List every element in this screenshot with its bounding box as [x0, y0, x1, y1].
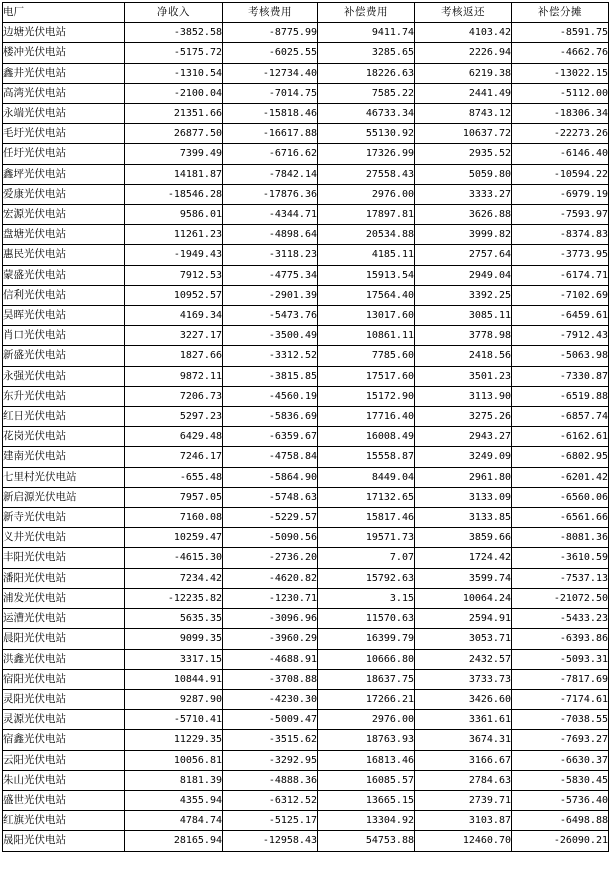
- cell-plant-name: 灵阳光伏电站: [3, 689, 125, 709]
- cell-net-income: -18546.28: [125, 184, 223, 204]
- cell-plant-name: 肖口光伏电站: [3, 326, 125, 346]
- table-row: [3, 528, 609, 548]
- cell-plant-name: 昊晖光伏电站: [3, 306, 125, 326]
- cell-compensation-fee: 17517.60: [318, 366, 415, 386]
- cell-assessment-return: 3859.66: [415, 528, 512, 548]
- cell-net-income: 7234.42: [125, 568, 223, 588]
- cell-compensation-fee: 10861.11: [318, 326, 415, 346]
- cell-assessment-fee: -16617.88: [223, 124, 318, 144]
- cell-compensation-share: -6561.66: [512, 508, 609, 528]
- table-row: [3, 326, 609, 346]
- cell-plant-name: 鑫坪光伏电站: [3, 164, 125, 184]
- cell-net-income: -1949.43: [125, 245, 223, 265]
- cell-assessment-return: 8743.12: [415, 104, 512, 124]
- cell-compensation-fee: 15172.90: [318, 386, 415, 406]
- cell-net-income: 28165.94: [125, 831, 223, 851]
- cell-compensation-share: -3610.59: [512, 548, 609, 568]
- table-row: [3, 407, 609, 427]
- column-header-plant: 电厂: [3, 3, 125, 23]
- cell-compensation-share: -8591.75: [512, 23, 609, 43]
- table-row: [3, 285, 609, 305]
- cell-compensation-fee: 17897.81: [318, 205, 415, 225]
- table-row: [3, 588, 609, 608]
- cell-assessment-fee: -4688.91: [223, 649, 318, 669]
- cell-net-income: 21351.66: [125, 104, 223, 124]
- cell-assessment-return: 2441.49: [415, 83, 512, 103]
- table-row: [3, 427, 609, 447]
- cell-plant-name: 运漕光伏电站: [3, 609, 125, 629]
- cell-compensation-share: -6201.42: [512, 467, 609, 487]
- cell-net-income: 6429.48: [125, 427, 223, 447]
- cell-plant-name: 东升光伏电站: [3, 386, 125, 406]
- cell-assessment-fee: -3096.96: [223, 609, 318, 629]
- table-row: [3, 43, 609, 63]
- table-row: [3, 225, 609, 245]
- cell-assessment-return: 2949.04: [415, 265, 512, 285]
- column-header-compensation-fee: 补偿费用: [318, 3, 415, 23]
- cell-assessment-fee: -3292.95: [223, 750, 318, 770]
- cell-assessment-return: 5059.80: [415, 164, 512, 184]
- cell-net-income: 9586.01: [125, 205, 223, 225]
- cell-assessment-return: 2757.64: [415, 245, 512, 265]
- cell-assessment-return: 3103.87: [415, 811, 512, 831]
- table-row: [3, 346, 609, 366]
- cell-net-income: 4355.94: [125, 790, 223, 810]
- cell-assessment-return: 3426.60: [415, 689, 512, 709]
- cell-compensation-share: -5736.40: [512, 790, 609, 810]
- cell-compensation-share: -6146.40: [512, 144, 609, 164]
- cell-plant-name: 晨阳光伏电站: [3, 629, 125, 649]
- cell-assessment-return: 3599.74: [415, 568, 512, 588]
- cell-plant-name: 建南光伏电站: [3, 447, 125, 467]
- cell-plant-name: 云阳光伏电站: [3, 750, 125, 770]
- cell-net-income: 4169.34: [125, 306, 223, 326]
- cell-compensation-share: -7537.13: [512, 568, 609, 588]
- cell-compensation-fee: 17564.40: [318, 285, 415, 305]
- cell-compensation-share: -5093.31: [512, 649, 609, 669]
- cell-net-income: 1827.66: [125, 346, 223, 366]
- cell-plant-name: 高湾光伏电站: [3, 83, 125, 103]
- table-body: [3, 23, 609, 851]
- cell-net-income: 3227.17: [125, 326, 223, 346]
- cell-plant-name: 盛世光伏电站: [3, 790, 125, 810]
- cell-compensation-fee: 9411.74: [318, 23, 415, 43]
- cell-plant-name: 潘阳光伏电站: [3, 568, 125, 588]
- cell-assessment-fee: -6025.55: [223, 43, 318, 63]
- cell-assessment-return: 3053.71: [415, 629, 512, 649]
- cell-assessment-fee: -5748.63: [223, 487, 318, 507]
- cell-net-income: 7912.53: [125, 265, 223, 285]
- cell-plant-name: 红旗光伏电站: [3, 811, 125, 831]
- cell-compensation-fee: 17326.99: [318, 144, 415, 164]
- cell-assessment-fee: -5125.17: [223, 811, 318, 831]
- table-row: [3, 306, 609, 326]
- cell-compensation-fee: 15792.63: [318, 568, 415, 588]
- cell-plant-name: 晟阳光伏电站: [3, 831, 125, 851]
- cell-compensation-share: -6560.06: [512, 487, 609, 507]
- cell-assessment-fee: -3118.23: [223, 245, 318, 265]
- cell-compensation-fee: 46733.34: [318, 104, 415, 124]
- table-row: [3, 386, 609, 406]
- cell-assessment-fee: -8775.99: [223, 23, 318, 43]
- cell-assessment-return: 2418.56: [415, 346, 512, 366]
- cell-net-income: -4615.30: [125, 548, 223, 568]
- cell-compensation-share: -7912.43: [512, 326, 609, 346]
- cell-compensation-fee: 4185.11: [318, 245, 415, 265]
- cell-compensation-fee: 8449.04: [318, 467, 415, 487]
- cell-compensation-fee: 18763.93: [318, 730, 415, 750]
- cell-assessment-fee: -3312.52: [223, 346, 318, 366]
- table-row: [3, 508, 609, 528]
- cell-plant-name: 丰阳光伏电站: [3, 548, 125, 568]
- cell-net-income: 10952.57: [125, 285, 223, 305]
- cell-assessment-return: 2961.80: [415, 467, 512, 487]
- cell-compensation-share: -7174.61: [512, 689, 609, 709]
- cell-assessment-fee: -5836.69: [223, 407, 318, 427]
- table-row: [3, 164, 609, 184]
- cell-compensation-share: -7593.97: [512, 205, 609, 225]
- cell-net-income: 8181.39: [125, 770, 223, 790]
- cell-assessment-fee: -15818.46: [223, 104, 318, 124]
- cell-assessment-fee: -12958.43: [223, 831, 318, 851]
- cell-assessment-return: 3501.23: [415, 366, 512, 386]
- table-row: [3, 467, 609, 487]
- cell-assessment-fee: -4898.64: [223, 225, 318, 245]
- cell-compensation-share: -6162.61: [512, 427, 609, 447]
- cell-net-income: 7399.49: [125, 144, 223, 164]
- cell-assessment-fee: -3960.29: [223, 629, 318, 649]
- cell-compensation-share: -6979.19: [512, 184, 609, 204]
- table-row: [3, 548, 609, 568]
- cell-plant-name: 宏源光伏电站: [3, 205, 125, 225]
- table-row: [3, 710, 609, 730]
- cell-plant-name: 蒙盛光伏电站: [3, 265, 125, 285]
- cell-compensation-share: -6857.74: [512, 407, 609, 427]
- table-row: [3, 23, 609, 43]
- cell-plant-name: 爱康光伏电站: [3, 184, 125, 204]
- cell-compensation-share: -7330.87: [512, 366, 609, 386]
- cell-net-income: 9099.35: [125, 629, 223, 649]
- cell-assessment-return: 2226.94: [415, 43, 512, 63]
- cell-plant-name: 新盛光伏电站: [3, 346, 125, 366]
- cell-plant-name: 鑫井光伏电站: [3, 63, 125, 83]
- cell-assessment-return: 10064.24: [415, 588, 512, 608]
- cell-assessment-fee: -12734.40: [223, 63, 318, 83]
- cell-compensation-share: -3773.95: [512, 245, 609, 265]
- cell-net-income: 7246.17: [125, 447, 223, 467]
- cell-compensation-fee: 7585.22: [318, 83, 415, 103]
- cell-assessment-fee: -2736.20: [223, 548, 318, 568]
- cell-assessment-fee: -3815.85: [223, 366, 318, 386]
- cell-plant-name: 永强光伏电站: [3, 366, 125, 386]
- cell-assessment-return: 3249.09: [415, 447, 512, 467]
- cell-compensation-share: -8374.83: [512, 225, 609, 245]
- cell-compensation-fee: 18637.75: [318, 669, 415, 689]
- cell-assessment-fee: -3500.49: [223, 326, 318, 346]
- cell-net-income: 10259.47: [125, 528, 223, 548]
- column-header-assessment-fee: 考核费用: [223, 3, 318, 23]
- cell-compensation-fee: 15913.54: [318, 265, 415, 285]
- cell-compensation-fee: 18226.63: [318, 63, 415, 83]
- cell-compensation-share: -6498.88: [512, 811, 609, 831]
- cell-assessment-return: 2784.63: [415, 770, 512, 790]
- cell-net-income: 5635.35: [125, 609, 223, 629]
- cell-assessment-fee: -2901.39: [223, 285, 318, 305]
- cell-compensation-share: -6174.71: [512, 265, 609, 285]
- cell-compensation-share: -5433.23: [512, 609, 609, 629]
- cell-assessment-fee: -5009.47: [223, 710, 318, 730]
- cell-net-income: -3852.58: [125, 23, 223, 43]
- table-row: [3, 609, 609, 629]
- cell-plant-name: 新启源光伏电站: [3, 487, 125, 507]
- cell-plant-name: 惠民光伏电站: [3, 245, 125, 265]
- cell-assessment-return: 3085.11: [415, 306, 512, 326]
- cell-assessment-return: 3133.09: [415, 487, 512, 507]
- column-header-assessment-return: 考核返还: [415, 3, 512, 23]
- cell-assessment-return: 3733.73: [415, 669, 512, 689]
- cell-net-income: 4784.74: [125, 811, 223, 831]
- cell-assessment-fee: -3708.88: [223, 669, 318, 689]
- cell-net-income: 3317.15: [125, 649, 223, 669]
- cell-compensation-fee: 54753.88: [318, 831, 415, 851]
- cell-compensation-share: -7817.69: [512, 669, 609, 689]
- table-row: [3, 730, 609, 750]
- cell-compensation-fee: 19571.73: [318, 528, 415, 548]
- cell-compensation-fee: 10666.80: [318, 649, 415, 669]
- table-row: [3, 629, 609, 649]
- cell-net-income: 7160.08: [125, 508, 223, 528]
- cell-compensation-share: -6630.37: [512, 750, 609, 770]
- cell-assessment-fee: -7842.14: [223, 164, 318, 184]
- cell-net-income: 9287.90: [125, 689, 223, 709]
- cell-assessment-fee: -4758.84: [223, 447, 318, 467]
- cell-compensation-share: -6519.88: [512, 386, 609, 406]
- cell-compensation-fee: 17716.40: [318, 407, 415, 427]
- cell-assessment-fee: -4775.34: [223, 265, 318, 285]
- cell-net-income: -12235.82: [125, 588, 223, 608]
- table-row: [3, 447, 609, 467]
- cell-compensation-fee: 13017.60: [318, 306, 415, 326]
- cell-compensation-fee: 27558.43: [318, 164, 415, 184]
- cell-plant-name: 任圩光伏电站: [3, 144, 125, 164]
- cell-assessment-return: 3999.82: [415, 225, 512, 245]
- cell-assessment-return: 3626.88: [415, 205, 512, 225]
- cell-assessment-fee: -5864.90: [223, 467, 318, 487]
- table-row: [3, 184, 609, 204]
- cell-assessment-return: 3361.61: [415, 710, 512, 730]
- cell-assessment-return: 3333.27: [415, 184, 512, 204]
- table-row: [3, 790, 609, 810]
- table-row: [3, 831, 609, 851]
- cell-compensation-share: -4662.76: [512, 43, 609, 63]
- table-row: [3, 124, 609, 144]
- cell-plant-name: 边塘光伏电站: [3, 23, 125, 43]
- cell-assessment-fee: -4560.19: [223, 386, 318, 406]
- cell-compensation-fee: 3.15: [318, 588, 415, 608]
- cell-assessment-fee: -6716.62: [223, 144, 318, 164]
- cell-net-income: 7206.73: [125, 386, 223, 406]
- cell-assessment-return: 10637.72: [415, 124, 512, 144]
- cell-assessment-return: 3133.85: [415, 508, 512, 528]
- cell-plant-name: 盘塘光伏电站: [3, 225, 125, 245]
- table-row: [3, 104, 609, 124]
- table-header: [3, 3, 609, 23]
- table-row: [3, 649, 609, 669]
- cell-assessment-return: 4103.42: [415, 23, 512, 43]
- cell-compensation-fee: 20534.88: [318, 225, 415, 245]
- cell-compensation-fee: 17132.65: [318, 487, 415, 507]
- cell-compensation-fee: 16085.57: [318, 770, 415, 790]
- cell-plant-name: 毛圩光伏电站: [3, 124, 125, 144]
- cell-assessment-return: 2935.52: [415, 144, 512, 164]
- column-header-net-income: 净收入: [125, 3, 223, 23]
- table-row: [3, 265, 609, 285]
- table-row: [3, 245, 609, 265]
- cell-compensation-share: -26090.21: [512, 831, 609, 851]
- header-row: [3, 3, 609, 23]
- cell-compensation-share: -7693.27: [512, 730, 609, 750]
- cell-compensation-fee: 15817.46: [318, 508, 415, 528]
- cell-plant-name: 义井光伏电站: [3, 528, 125, 548]
- cell-plant-name: 浦发光伏电站: [3, 588, 125, 608]
- cell-plant-name: 七里村光伏电站: [3, 467, 125, 487]
- cell-assessment-fee: -4620.82: [223, 568, 318, 588]
- cell-plant-name: 新寺光伏电站: [3, 508, 125, 528]
- cell-plant-name: 楼冲光伏电站: [3, 43, 125, 63]
- cell-plant-name: 宿鑫光伏电站: [3, 730, 125, 750]
- cell-assessment-return: 2943.27: [415, 427, 512, 447]
- cell-compensation-share: -7038.55: [512, 710, 609, 730]
- column-header-compensation-share: 补偿分摊: [512, 3, 609, 23]
- cell-compensation-fee: 11570.63: [318, 609, 415, 629]
- cell-assessment-return: 1724.42: [415, 548, 512, 568]
- cell-net-income: -1310.54: [125, 63, 223, 83]
- cell-assessment-fee: -7014.75: [223, 83, 318, 103]
- cell-compensation-fee: 2976.00: [318, 184, 415, 204]
- cell-assessment-fee: -1230.71: [223, 588, 318, 608]
- cell-plant-name: 信利光伏电站: [3, 285, 125, 305]
- cell-compensation-fee: 7.07: [318, 548, 415, 568]
- cell-assessment-return: 3392.25: [415, 285, 512, 305]
- cell-net-income: 7957.05: [125, 487, 223, 507]
- cell-plant-name: 宿阳光伏电站: [3, 669, 125, 689]
- cell-assessment-fee: -5090.56: [223, 528, 318, 548]
- cell-compensation-share: -6459.61: [512, 306, 609, 326]
- cell-compensation-fee: 16813.46: [318, 750, 415, 770]
- cell-assessment-return: 3275.26: [415, 407, 512, 427]
- cell-net-income: 5297.23: [125, 407, 223, 427]
- cell-compensation-share: -8081.36: [512, 528, 609, 548]
- cell-assessment-fee: -4344.71: [223, 205, 318, 225]
- cell-assessment-return: 3166.67: [415, 750, 512, 770]
- cell-net-income: 11261.23: [125, 225, 223, 245]
- cell-assessment-fee: -17876.36: [223, 184, 318, 204]
- cell-net-income: 9872.11: [125, 366, 223, 386]
- table-row: [3, 487, 609, 507]
- cell-compensation-fee: 2976.00: [318, 710, 415, 730]
- cell-net-income: 26877.50: [125, 124, 223, 144]
- cell-assessment-return: 2594.91: [415, 609, 512, 629]
- cell-plant-name: 永端光伏电站: [3, 104, 125, 124]
- cell-net-income: 10844.91: [125, 669, 223, 689]
- cell-compensation-share: -18306.34: [512, 104, 609, 124]
- cell-net-income: -2100.04: [125, 83, 223, 103]
- cell-net-income: -5175.72: [125, 43, 223, 63]
- cell-compensation-fee: 3285.65: [318, 43, 415, 63]
- cell-assessment-return: 2739.71: [415, 790, 512, 810]
- cell-assessment-fee: -3515.62: [223, 730, 318, 750]
- table-row: [3, 205, 609, 225]
- cell-plant-name: 红日光伏电站: [3, 407, 125, 427]
- cell-assessment-return: 12460.70: [415, 831, 512, 851]
- table-row: [3, 83, 609, 103]
- cell-compensation-share: -5112.00: [512, 83, 609, 103]
- table-row: [3, 568, 609, 588]
- table-row: [3, 63, 609, 83]
- cell-net-income: 11229.35: [125, 730, 223, 750]
- cell-assessment-fee: -5473.76: [223, 306, 318, 326]
- cell-assessment-return: 3674.31: [415, 730, 512, 750]
- table-row: [3, 811, 609, 831]
- cell-assessment-return: 2432.57: [415, 649, 512, 669]
- cell-plant-name: 花岗光伏电站: [3, 427, 125, 447]
- table-row: [3, 689, 609, 709]
- table-row: [3, 366, 609, 386]
- cell-assessment-return: 3778.98: [415, 326, 512, 346]
- cell-compensation-share: -22273.26: [512, 124, 609, 144]
- cell-assessment-fee: -4230.30: [223, 689, 318, 709]
- cell-compensation-fee: 13304.92: [318, 811, 415, 831]
- cell-plant-name: 灵源光伏电站: [3, 710, 125, 730]
- cell-compensation-share: -13022.15: [512, 63, 609, 83]
- cell-compensation-share: -6393.86: [512, 629, 609, 649]
- cell-plant-name: 洪鑫光伏电站: [3, 649, 125, 669]
- cell-compensation-share: -5830.45: [512, 770, 609, 790]
- cell-assessment-fee: -6312.52: [223, 790, 318, 810]
- cell-compensation-fee: 16008.49: [318, 427, 415, 447]
- cell-compensation-share: -5063.98: [512, 346, 609, 366]
- cell-compensation-fee: 13665.15: [318, 790, 415, 810]
- cell-plant-name: 朱山光伏电站: [3, 770, 125, 790]
- power-plant-settlement-table: [2, 2, 609, 852]
- cell-assessment-return: 6219.38: [415, 63, 512, 83]
- table-row: [3, 750, 609, 770]
- table-row: [3, 144, 609, 164]
- cell-assessment-fee: -5229.57: [223, 508, 318, 528]
- cell-compensation-fee: 15558.87: [318, 447, 415, 467]
- cell-compensation-fee: 7785.60: [318, 346, 415, 366]
- cell-net-income: 14181.87: [125, 164, 223, 184]
- cell-compensation-share: -10594.22: [512, 164, 609, 184]
- cell-compensation-share: -21072.50: [512, 588, 609, 608]
- cell-net-income: -655.48: [125, 467, 223, 487]
- cell-assessment-fee: -6359.67: [223, 427, 318, 447]
- cell-compensation-fee: 55130.92: [318, 124, 415, 144]
- cell-assessment-fee: -4888.36: [223, 770, 318, 790]
- table-row: [3, 669, 609, 689]
- cell-net-income: -5710.41: [125, 710, 223, 730]
- cell-compensation-fee: 16399.79: [318, 629, 415, 649]
- cell-compensation-share: -7102.69: [512, 285, 609, 305]
- cell-compensation-share: -6802.95: [512, 447, 609, 467]
- cell-net-income: 10056.81: [125, 750, 223, 770]
- cell-compensation-fee: 17266.21: [318, 689, 415, 709]
- table-row: [3, 770, 609, 790]
- cell-assessment-return: 3113.90: [415, 386, 512, 406]
